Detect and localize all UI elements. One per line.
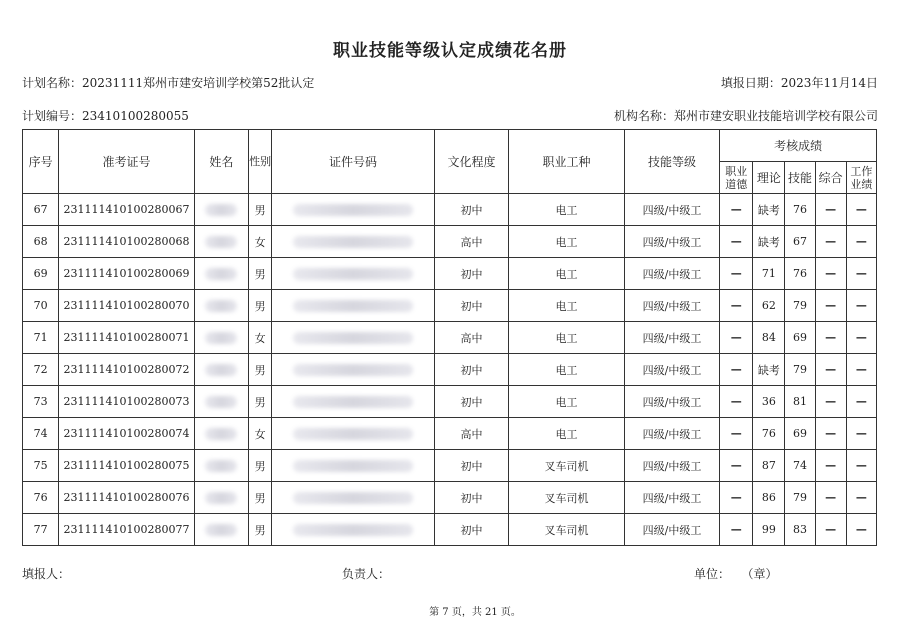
cell-name bbox=[194, 450, 248, 482]
cell-seq: 76 bbox=[23, 482, 59, 514]
cell-name bbox=[194, 290, 248, 322]
cell-skill: 79 bbox=[785, 482, 815, 514]
organization-value: 郑州市建安职业技能培训学校有限公司 bbox=[673, 109, 878, 123]
cell-level: 四级/中级工 bbox=[624, 354, 719, 386]
cell-work: — bbox=[846, 514, 876, 546]
redacted-name bbox=[205, 236, 237, 248]
table-row bbox=[23, 386, 877, 418]
table-row bbox=[23, 450, 877, 482]
cell-level: 四级/中级工 bbox=[624, 258, 719, 290]
cell-seq: 73 bbox=[23, 386, 59, 418]
cell-level: 四级/中级工 bbox=[624, 514, 719, 546]
cell-gender: 男 bbox=[249, 354, 272, 386]
cell-education: 初中 bbox=[434, 482, 508, 514]
cell-seq: 75 bbox=[23, 450, 59, 482]
cell-exam-no: 231111410100280069 bbox=[59, 258, 195, 290]
header-seq: 序号 bbox=[23, 130, 59, 194]
cell-education: 初中 bbox=[434, 194, 508, 226]
cell-exam-no: 231111410100280068 bbox=[59, 226, 195, 258]
table-row bbox=[23, 418, 877, 450]
redacted-id-number bbox=[293, 268, 413, 280]
cell-id-no bbox=[272, 482, 435, 514]
organization-label: 机构名称： bbox=[613, 109, 674, 123]
cell-theory: 36 bbox=[753, 386, 785, 418]
cell-ethics: — bbox=[720, 290, 753, 322]
cell-theory: 87 bbox=[753, 450, 785, 482]
cell-ethics: — bbox=[720, 482, 753, 514]
cell-gender: 男 bbox=[249, 514, 272, 546]
header-skill: 技能 bbox=[785, 162, 815, 194]
cell-ethics: — bbox=[720, 418, 753, 450]
cell-work: — bbox=[846, 258, 876, 290]
cell-education: 高中 bbox=[434, 226, 508, 258]
cell-exam-no: 231111410100280076 bbox=[59, 482, 195, 514]
cell-work: — bbox=[846, 450, 876, 482]
cell-gender: 女 bbox=[249, 322, 272, 354]
cell-id-no bbox=[272, 386, 435, 418]
cell-level: 四级/中级工 bbox=[624, 450, 719, 482]
redacted-id-number bbox=[293, 428, 413, 440]
cell-gender: 男 bbox=[249, 482, 272, 514]
cell-occupation: 叉车司机 bbox=[509, 482, 625, 514]
cell-overall: — bbox=[815, 386, 846, 418]
header-ethics: 职业道德 bbox=[720, 162, 753, 194]
cell-education: 初中 bbox=[434, 354, 508, 386]
cell-overall: — bbox=[815, 194, 846, 226]
redacted-name bbox=[205, 396, 237, 408]
cell-overall: — bbox=[815, 418, 846, 450]
cell-education: 高中 bbox=[434, 322, 508, 354]
cell-occupation: 电工 bbox=[509, 258, 625, 290]
cell-work: — bbox=[846, 322, 876, 354]
table-row bbox=[23, 514, 877, 546]
cell-id-no bbox=[272, 418, 435, 450]
cell-level: 四级/中级工 bbox=[624, 290, 719, 322]
table-row bbox=[23, 482, 877, 514]
redacted-name bbox=[205, 300, 237, 312]
cell-theory: 缺考 bbox=[753, 354, 785, 386]
cell-exam-no: 231111410100280071 bbox=[59, 322, 195, 354]
roster-body bbox=[23, 194, 877, 546]
cell-exam-no: 231111410100280072 bbox=[59, 354, 195, 386]
cell-ethics: — bbox=[720, 258, 753, 290]
header-row bbox=[23, 130, 877, 162]
header-overall: 综合 bbox=[815, 162, 846, 194]
cell-gender: 女 bbox=[249, 418, 272, 450]
redacted-id-number bbox=[293, 492, 413, 504]
cell-level: 四级/中级工 bbox=[624, 322, 719, 354]
cell-work: — bbox=[846, 482, 876, 514]
cell-education: 初中 bbox=[434, 258, 508, 290]
redacted-id-number bbox=[293, 396, 413, 408]
cell-skill: 69 bbox=[785, 418, 815, 450]
redacted-name bbox=[205, 492, 237, 504]
cell-occupation: 电工 bbox=[509, 418, 625, 450]
header-id-no: 证件号码 bbox=[272, 130, 435, 194]
header-exam-no: 准考证号 bbox=[59, 130, 195, 194]
table-row bbox=[23, 290, 877, 322]
cell-theory: 缺考 bbox=[753, 226, 785, 258]
plan-name bbox=[22, 74, 314, 91]
plan-name-label: 计划名称： bbox=[22, 76, 83, 90]
cell-ethics: — bbox=[720, 450, 753, 482]
header-name: 姓名 bbox=[194, 130, 248, 194]
cell-skill: 83 bbox=[785, 514, 815, 546]
cell-level: 四级/中级工 bbox=[624, 226, 719, 258]
redacted-id-number bbox=[293, 524, 413, 536]
table-row bbox=[23, 194, 877, 226]
cell-exam-no: 231111410100280067 bbox=[59, 194, 195, 226]
cell-exam-no: 231111410100280074 bbox=[59, 418, 195, 450]
plan-number-value: 23410100280055 bbox=[82, 109, 189, 123]
cell-skill: 76 bbox=[785, 258, 815, 290]
cell-occupation: 电工 bbox=[509, 226, 625, 258]
cell-ethics: — bbox=[720, 386, 753, 418]
redacted-name bbox=[205, 364, 237, 376]
cell-skill: 79 bbox=[785, 290, 815, 322]
cell-education: 高中 bbox=[434, 418, 508, 450]
cell-name bbox=[194, 514, 248, 546]
cell-id-no bbox=[272, 194, 435, 226]
cell-theory: 99 bbox=[753, 514, 785, 546]
table-row bbox=[23, 258, 877, 290]
unit-field bbox=[694, 565, 777, 582]
cell-skill: 67 bbox=[785, 226, 815, 258]
redacted-id-number bbox=[293, 300, 413, 312]
cell-name bbox=[194, 418, 248, 450]
cell-theory: 缺考 bbox=[753, 194, 785, 226]
cell-theory: 62 bbox=[753, 290, 785, 322]
cell-work: — bbox=[846, 290, 876, 322]
cell-skill: 74 bbox=[785, 450, 815, 482]
cell-overall: — bbox=[815, 354, 846, 386]
cell-gender: 男 bbox=[249, 450, 272, 482]
cell-seq: 68 bbox=[23, 226, 59, 258]
page-indicator: 第 7 页，共 21 页。 bbox=[429, 607, 521, 618]
cell-ethics: — bbox=[720, 322, 753, 354]
cell-work: — bbox=[846, 226, 876, 258]
cell-name bbox=[194, 354, 248, 386]
cell-overall: — bbox=[815, 322, 846, 354]
page-title: 职业技能等级认定成绩花名册 bbox=[333, 41, 567, 61]
redacted-id-number bbox=[293, 236, 413, 248]
cell-work: — bbox=[846, 386, 876, 418]
cell-occupation: 叉车司机 bbox=[509, 514, 625, 546]
plan-name-value: 20231111郑州市建安培训学校第52批认定 bbox=[82, 76, 315, 90]
cell-name bbox=[194, 482, 248, 514]
cell-exam-no: 231111410100280070 bbox=[59, 290, 195, 322]
cell-name bbox=[194, 226, 248, 258]
header-theory: 理论 bbox=[753, 162, 785, 194]
redacted-id-number bbox=[293, 204, 413, 216]
cell-occupation: 叉车司机 bbox=[509, 450, 625, 482]
responsible-label: 负责人： bbox=[342, 567, 391, 581]
plan-number bbox=[22, 107, 189, 124]
header-scores-group: 考核成绩 bbox=[720, 130, 877, 162]
cell-work: — bbox=[846, 418, 876, 450]
cell-overall: — bbox=[815, 290, 846, 322]
redacted-id-number bbox=[293, 364, 413, 376]
cell-name bbox=[194, 386, 248, 418]
cell-level: 四级/中级工 bbox=[624, 386, 719, 418]
cell-seq: 74 bbox=[23, 418, 59, 450]
redacted-name bbox=[205, 268, 237, 280]
cell-name bbox=[194, 322, 248, 354]
table-row bbox=[23, 322, 877, 354]
cell-overall: — bbox=[815, 226, 846, 258]
unit-label: 单位： bbox=[694, 567, 731, 581]
cell-exam-no: 231111410100280077 bbox=[59, 514, 195, 546]
redacted-name bbox=[205, 524, 237, 536]
redacted-name bbox=[205, 428, 237, 440]
score-roster-table bbox=[22, 129, 877, 546]
header-occupation: 职业工种 bbox=[509, 130, 625, 194]
redacted-id-number bbox=[293, 460, 413, 472]
cell-theory: 76 bbox=[753, 418, 785, 450]
cell-id-no bbox=[272, 258, 435, 290]
cell-theory: 71 bbox=[753, 258, 785, 290]
cell-gender: 男 bbox=[249, 258, 272, 290]
header-work: 工作业绩 bbox=[846, 162, 876, 194]
cell-skill: 76 bbox=[785, 194, 815, 226]
cell-ethics: — bbox=[720, 514, 753, 546]
cell-level: 四级/中级工 bbox=[624, 418, 719, 450]
cell-occupation: 电工 bbox=[509, 194, 625, 226]
cell-seq: 67 bbox=[23, 194, 59, 226]
cell-education: 初中 bbox=[434, 514, 508, 546]
redacted-name bbox=[205, 460, 237, 472]
fill-date bbox=[721, 74, 878, 91]
cell-name bbox=[194, 194, 248, 226]
cell-theory: 86 bbox=[753, 482, 785, 514]
plan-number-label: 计划编号： bbox=[22, 109, 83, 123]
cell-exam-no: 231111410100280073 bbox=[59, 386, 195, 418]
cell-work: — bbox=[846, 354, 876, 386]
cell-ethics: — bbox=[720, 354, 753, 386]
cell-ethics: — bbox=[720, 226, 753, 258]
cell-level: 四级/中级工 bbox=[624, 482, 719, 514]
cell-gender: 男 bbox=[249, 194, 272, 226]
cell-skill: 81 bbox=[785, 386, 815, 418]
cell-work: — bbox=[846, 194, 876, 226]
cell-overall: — bbox=[815, 258, 846, 290]
cell-ethics: — bbox=[720, 194, 753, 226]
header-education: 文化程度 bbox=[434, 130, 508, 194]
cell-id-no bbox=[272, 290, 435, 322]
cell-occupation: 电工 bbox=[509, 386, 625, 418]
cell-seq: 77 bbox=[23, 514, 59, 546]
cell-occupation: 电工 bbox=[509, 290, 625, 322]
cell-id-no bbox=[272, 226, 435, 258]
redacted-name bbox=[205, 332, 237, 344]
cell-occupation: 电工 bbox=[509, 322, 625, 354]
cell-name bbox=[194, 258, 248, 290]
table-row bbox=[23, 226, 877, 258]
redacted-name bbox=[205, 204, 237, 216]
cell-education: 初中 bbox=[434, 450, 508, 482]
cell-overall: — bbox=[815, 450, 846, 482]
cell-seq: 70 bbox=[23, 290, 59, 322]
redacted-id-number bbox=[293, 332, 413, 344]
table-row bbox=[23, 354, 877, 386]
cell-exam-no: 231111410100280075 bbox=[59, 450, 195, 482]
cell-id-no bbox=[272, 450, 435, 482]
cell-education: 初中 bbox=[434, 290, 508, 322]
cell-skill: 79 bbox=[785, 354, 815, 386]
cell-gender: 女 bbox=[249, 226, 272, 258]
cell-seq: 72 bbox=[23, 354, 59, 386]
cell-gender: 男 bbox=[249, 386, 272, 418]
header-level: 技能等级 bbox=[624, 130, 719, 194]
cell-overall: — bbox=[815, 514, 846, 546]
cell-seq: 71 bbox=[23, 322, 59, 354]
cell-education: 初中 bbox=[434, 386, 508, 418]
cell-id-no bbox=[272, 514, 435, 546]
cell-seq: 69 bbox=[23, 258, 59, 290]
seal-placeholder: （章） bbox=[741, 567, 778, 581]
cell-skill: 69 bbox=[785, 322, 815, 354]
fill-date-value: 2023年11月14日 bbox=[780, 76, 878, 90]
fill-date-label: 填报日期： bbox=[720, 76, 781, 90]
cell-id-no bbox=[272, 354, 435, 386]
cell-theory: 84 bbox=[753, 322, 785, 354]
cell-overall: — bbox=[815, 482, 846, 514]
cell-id-no bbox=[272, 322, 435, 354]
header-gender: 性别 bbox=[249, 130, 272, 194]
cell-occupation: 电工 bbox=[509, 354, 625, 386]
filler-label: 填报人： bbox=[22, 567, 71, 581]
cell-gender: 男 bbox=[249, 290, 272, 322]
organization bbox=[614, 107, 878, 124]
cell-level: 四级/中级工 bbox=[624, 194, 719, 226]
